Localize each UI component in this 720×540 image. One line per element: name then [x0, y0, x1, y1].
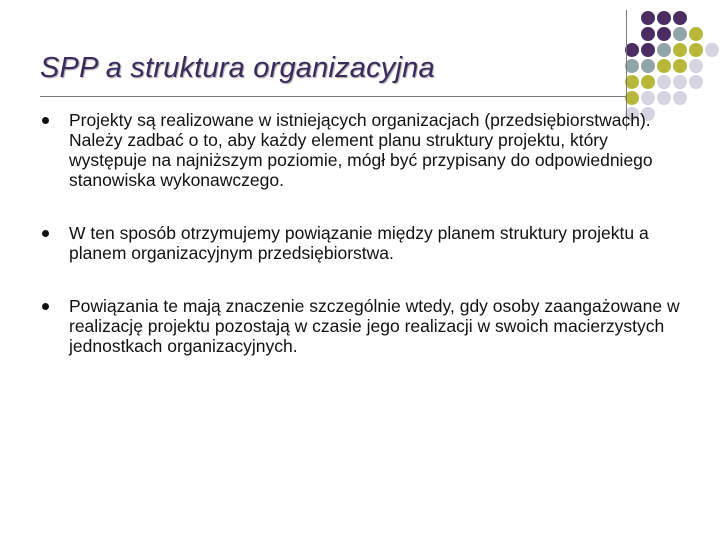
dot: [657, 43, 671, 57]
dot: [625, 75, 639, 89]
dot: [673, 75, 687, 89]
dot: [689, 27, 703, 41]
dot: [641, 27, 655, 41]
dot: [641, 75, 655, 89]
slide-title: SPP a struktura organizacyjna: [40, 52, 435, 84]
dot: [673, 91, 687, 105]
dot: [625, 59, 639, 73]
bullet-text: Projekty są realizowane w istniejących organizacjach (przedsiębiorstwach). Należy zadbać o to, aby każdy element planu struktury projektu, który występuje na najniższym poziomie, mógł być przypisany do odpowiedniego stanowiska wykonawczego.: [69, 110, 653, 190]
title-underline: [40, 96, 627, 97]
dot: [657, 91, 671, 105]
dot: [641, 43, 655, 57]
dot: [641, 11, 655, 25]
dot: [689, 75, 703, 89]
dot: [673, 11, 687, 25]
dot: [657, 59, 671, 73]
bullet-item: [40, 223, 680, 263]
dot: [657, 11, 671, 25]
bullet-item: [40, 110, 680, 190]
dot: [673, 59, 687, 73]
dot: [657, 27, 671, 41]
bullet-text: W ten sposób otrzymujemy powiązanie między planem struktury projektu a planem organizacyjnym przedsiębiorstwa.: [69, 223, 649, 263]
bullet-list: [40, 110, 680, 356]
bullet-text: Powiązania te mają znaczenie szczególnie wtedy, gdy osoby zaangażowane w realizację projektu pozostają w czasie jego realizacji w swoich macierzystych jednostkach organizacyjnych.: [69, 296, 680, 356]
dot: [641, 59, 655, 73]
bullet-icon: [42, 117, 49, 124]
dot: [689, 59, 703, 73]
dot: [673, 43, 687, 57]
bullet-item: [40, 296, 680, 356]
bullet-icon: [42, 230, 49, 237]
bullet-icon: [42, 303, 49, 310]
dot: [657, 75, 671, 89]
dot: [625, 91, 639, 105]
dot: [705, 43, 719, 57]
dot: [689, 43, 703, 57]
dot: [673, 27, 687, 41]
dot: [625, 43, 639, 57]
dot: [641, 91, 655, 105]
